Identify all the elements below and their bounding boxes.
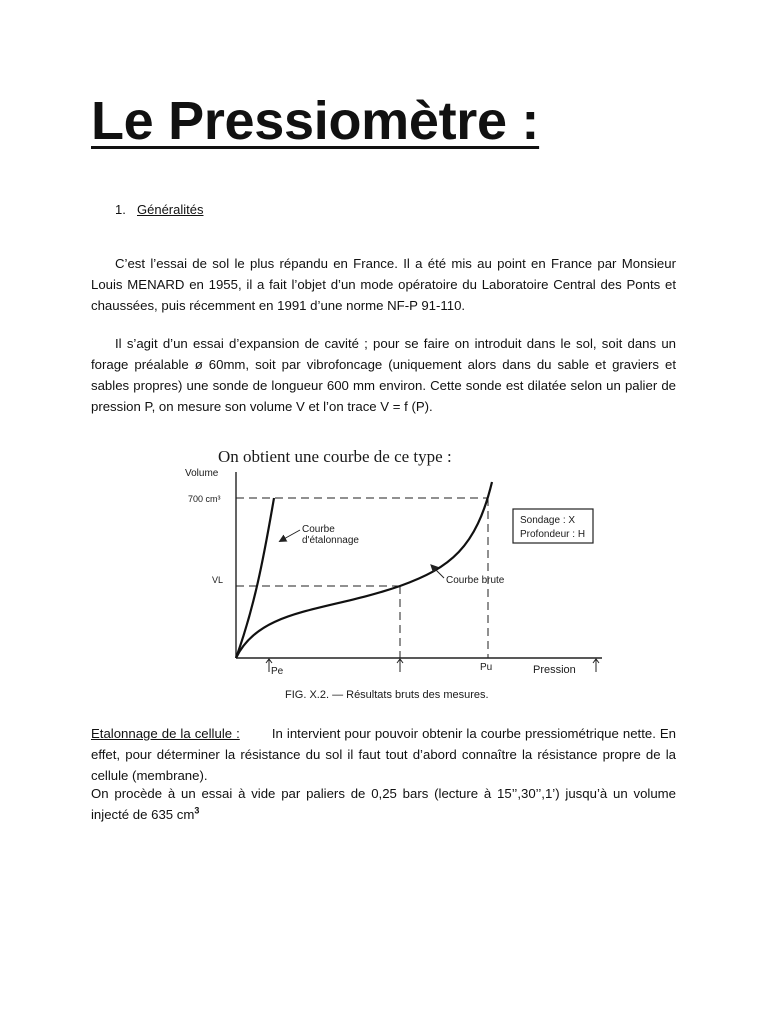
figure-heading: On obtient une courbe de ce type : (218, 447, 452, 466)
tick-arrow-p (397, 659, 403, 672)
paragraph-essai-vide (91, 783, 676, 825)
raw-curve (236, 482, 492, 658)
paragraph-intro (91, 253, 676, 316)
paragraph-intro-text: C’est l’essai de sol le plus répandu en France. Il a été mis au point en France par Monsieur Louis MENARD en 1955, il a fait l’objet d’un mode opératoire du Laboratoire Central des Ponts et chaussées, puis récemment en 1991 d’une norme NF-P 91-110. (91, 256, 676, 313)
pressiometer-figure (150, 430, 620, 715)
pressiometer-chart (150, 430, 620, 715)
etalonnage-heading: Etalonnage de la cellule : (91, 726, 240, 741)
x-tick-pu: Pu (480, 662, 493, 673)
y-tick-700: 700 cm³ (188, 494, 221, 504)
y-axis-label: Volume (185, 468, 219, 479)
cubic-superscript: 3 (194, 805, 200, 816)
label-etalonnage-pointer (282, 530, 300, 540)
section-number: 1. (115, 202, 126, 217)
section-label: Généralités (137, 202, 204, 217)
label-etalonnage-2: d'étalonnage (302, 535, 359, 546)
section-heading (115, 202, 203, 217)
paragraph-expansion (91, 333, 676, 417)
tick-arrow-x-axis (593, 659, 599, 672)
y-tick-vl: VL (212, 575, 224, 585)
legend-box-line1: Sondage : X (520, 515, 576, 526)
paragraph-essai-vide-text: On procède à un essai à vide par paliers de 0,25 bars (lecture à 15’’,30’’,1’) jusqu’à un volume injecté de 635 cm (91, 786, 676, 822)
label-etalonnage-1: Courbe (302, 524, 335, 535)
label-brute: Courbe brute (446, 575, 505, 586)
x-axis-label: Pression (533, 664, 576, 676)
x-tick-pe: Pe (271, 666, 284, 677)
page-title: Le Pressiomètre : (91, 91, 540, 151)
paragraph-expansion-text: Il s’agit d’un essai d’expansion de cavité ; pour se faire on introduit dans le sol, soit dans un forage préalable ø 60mm, soit par vibrofoncage (uniquement alors dans du sable et graviers et sables propres) une sonde de longueur 600 mm environ. Cette sonde est dilatée selon un palier de pression P, on mesure son volume V et l’on trace V = f (P). (91, 336, 676, 414)
legend-box-line2: Profondeur : H (520, 529, 586, 540)
paragraph-etalonnage (91, 723, 676, 786)
paragraph-etalonnage-text: In intervient pour pouvoir obtenir la courbe pressiométrique nette. En effet, pour déterminer la résistance du sol il faut tout d’abord connaître la résistance propre de la cellule (membrane). (91, 726, 676, 783)
figure-caption: FIG. X.2. — Résultats bruts des mesures. (285, 689, 489, 701)
